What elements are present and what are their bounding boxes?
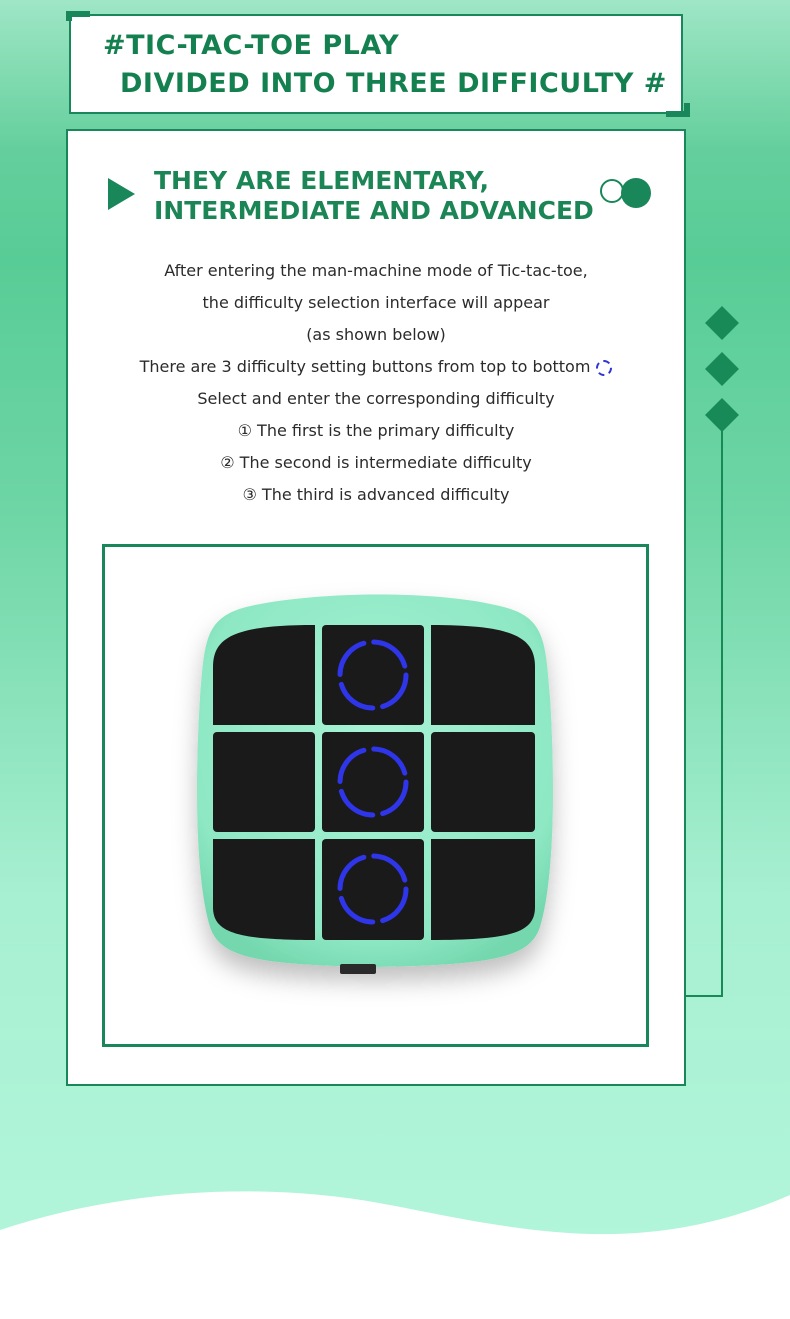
title-line-2: DIVIDED INTO THREE DIFFICULTY # — [120, 68, 667, 99]
section-heading-line-1: THEY ARE ELEMENTARY, — [154, 166, 490, 195]
side-connector-line — [721, 430, 723, 997]
description-line: (as shown below) — [306, 325, 446, 344]
side-connector-line — [686, 995, 723, 997]
description-text — [68, 255, 684, 511]
description-line: ① The first is the primary difficulty — [237, 421, 515, 440]
bottom-wave-decoration — [0, 1150, 790, 1319]
tic-tac-toe-device-image — [105, 547, 646, 1044]
dashed-circle-icon — [596, 360, 612, 376]
grid-cell-middle-right — [431, 732, 535, 832]
title-corner-top-left — [66, 11, 90, 21]
description-line: ③ The third is advanced difficulty — [242, 485, 510, 504]
description-line: There are 3 difficulty setting buttons from top to bottom — [139, 357, 591, 376]
grid-cell-top-left — [213, 625, 315, 725]
title-corner-bottom-right — [666, 103, 690, 117]
grid-cell-bottom-right — [431, 839, 535, 940]
description-line-with-icon — [68, 351, 684, 383]
title-line-1: #TIC-TAC-TOE PLAY — [103, 30, 400, 61]
section-heading-line-2: INTERMEDIATE AND ADVANCED — [154, 196, 594, 225]
device-port — [340, 964, 376, 974]
product-image-frame — [102, 544, 649, 1047]
description-line: After entering the man-machine mode of Tic-tac-toe, — [164, 261, 588, 280]
diamond-icon — [705, 306, 739, 340]
description-line: Select and enter the corresponding difficulty — [197, 389, 555, 408]
description-line: the difficulty selection interface will appear — [202, 293, 550, 312]
diamond-icon — [705, 398, 739, 432]
diamond-icon — [705, 352, 739, 386]
play-triangle-icon — [108, 178, 135, 210]
toggle-icon — [621, 178, 651, 208]
description-line: ② The second is intermediate difficulty — [220, 453, 532, 472]
grid-cell-top-right — [431, 625, 535, 725]
grid-cell-middle-left — [213, 732, 315, 832]
grid-cell-bottom-left — [213, 839, 315, 940]
title-box — [69, 14, 683, 114]
